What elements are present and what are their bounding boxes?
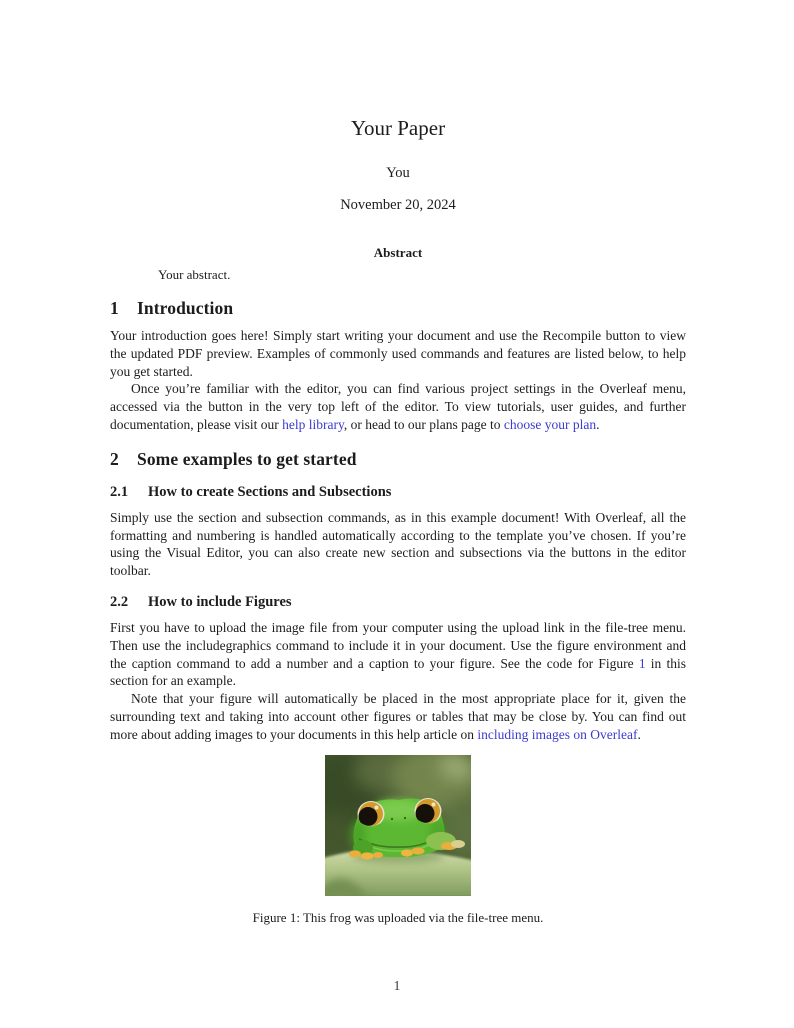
section-title: Some examples to get started	[137, 448, 357, 469]
abstract-body: Your abstract.	[158, 267, 231, 282]
paper-date: November 20, 2024	[340, 197, 456, 213]
section-heading-introduction	[110, 297, 686, 319]
frog-photo	[325, 755, 471, 896]
text-run: in this section for an example.	[110, 655, 687, 689]
intro-paragraph-2	[110, 380, 686, 433]
figure-1	[110, 755, 686, 926]
text-run: Once you’re familiar with the editor, you can find various project settings in the Overleaf menu, accessed via the button in the very top left of the editor. To view tutorials, user guides, and further documentation, please visit our	[110, 381, 686, 432]
text-column	[110, 0, 686, 926]
figure-1-reference-link[interactable]: 1	[638, 655, 646, 671]
subsection-heading-figures	[110, 593, 686, 611]
text-run: .	[637, 726, 641, 742]
help-library-link[interactable]: help library	[282, 416, 344, 432]
intro-paragraph-1: Your introduction goes here! Simply start writing your document and use the Recompile button to view the updated PDF preview. Examples of commonly used commands and features are listed below, to help you get started.	[110, 328, 686, 379]
section-number: 1	[110, 298, 119, 318]
figures-paragraph-2	[110, 690, 686, 743]
choose-your-plan-link[interactable]: choose your plan	[503, 416, 597, 432]
paper-title: Your Paper	[350, 116, 446, 140]
subsection-heading-sections	[110, 483, 686, 501]
paper-author: You	[386, 165, 410, 181]
subsection-number: 2.2	[110, 593, 129, 610]
figure-caption: Figure 1: This frog was uploaded via the file-tree menu.	[252, 909, 544, 925]
including-images-link[interactable]: including images on Overleaf	[477, 726, 638, 742]
text-run: Note that your figure will automatically be placed in the most appropriate place for it, given the surrounding text and taking into account other figures or tables that may be close by. You can find out more about adding images to your documents in this help article on	[110, 691, 686, 742]
subsection-number: 2.1	[110, 483, 129, 500]
page-number: 1	[393, 978, 401, 993]
text-run: .	[596, 416, 600, 432]
abstract-heading: Abstract	[373, 245, 423, 260]
subsection-title: How to include Figures	[148, 593, 292, 610]
section-heading-examples	[110, 448, 686, 470]
section-number: 2	[110, 448, 119, 469]
text-run: First you have to upload the image file from your computer using the upload link in the file-tree menu. Then use the includegraphics command to include it in your document. Use the figure environment and the caption command to add a number and a caption to your figure. See the code for Figure	[110, 619, 686, 671]
text-run: , or head to our plans page to	[343, 416, 504, 432]
subsection-title: How to create Sections and Subsections	[148, 483, 392, 500]
figures-paragraph-1	[110, 619, 686, 690]
sections-paragraph: Simply use the section and subsection commands, as in this example document! With Overleaf, all the formatting and numbering is handled automatically according to the template you’ve chosen. If you’re using the Visual Editor, you can also create new section and subsections via the buttons in the editor toolbar.	[110, 509, 686, 579]
section-title: Introduction	[137, 298, 234, 318]
